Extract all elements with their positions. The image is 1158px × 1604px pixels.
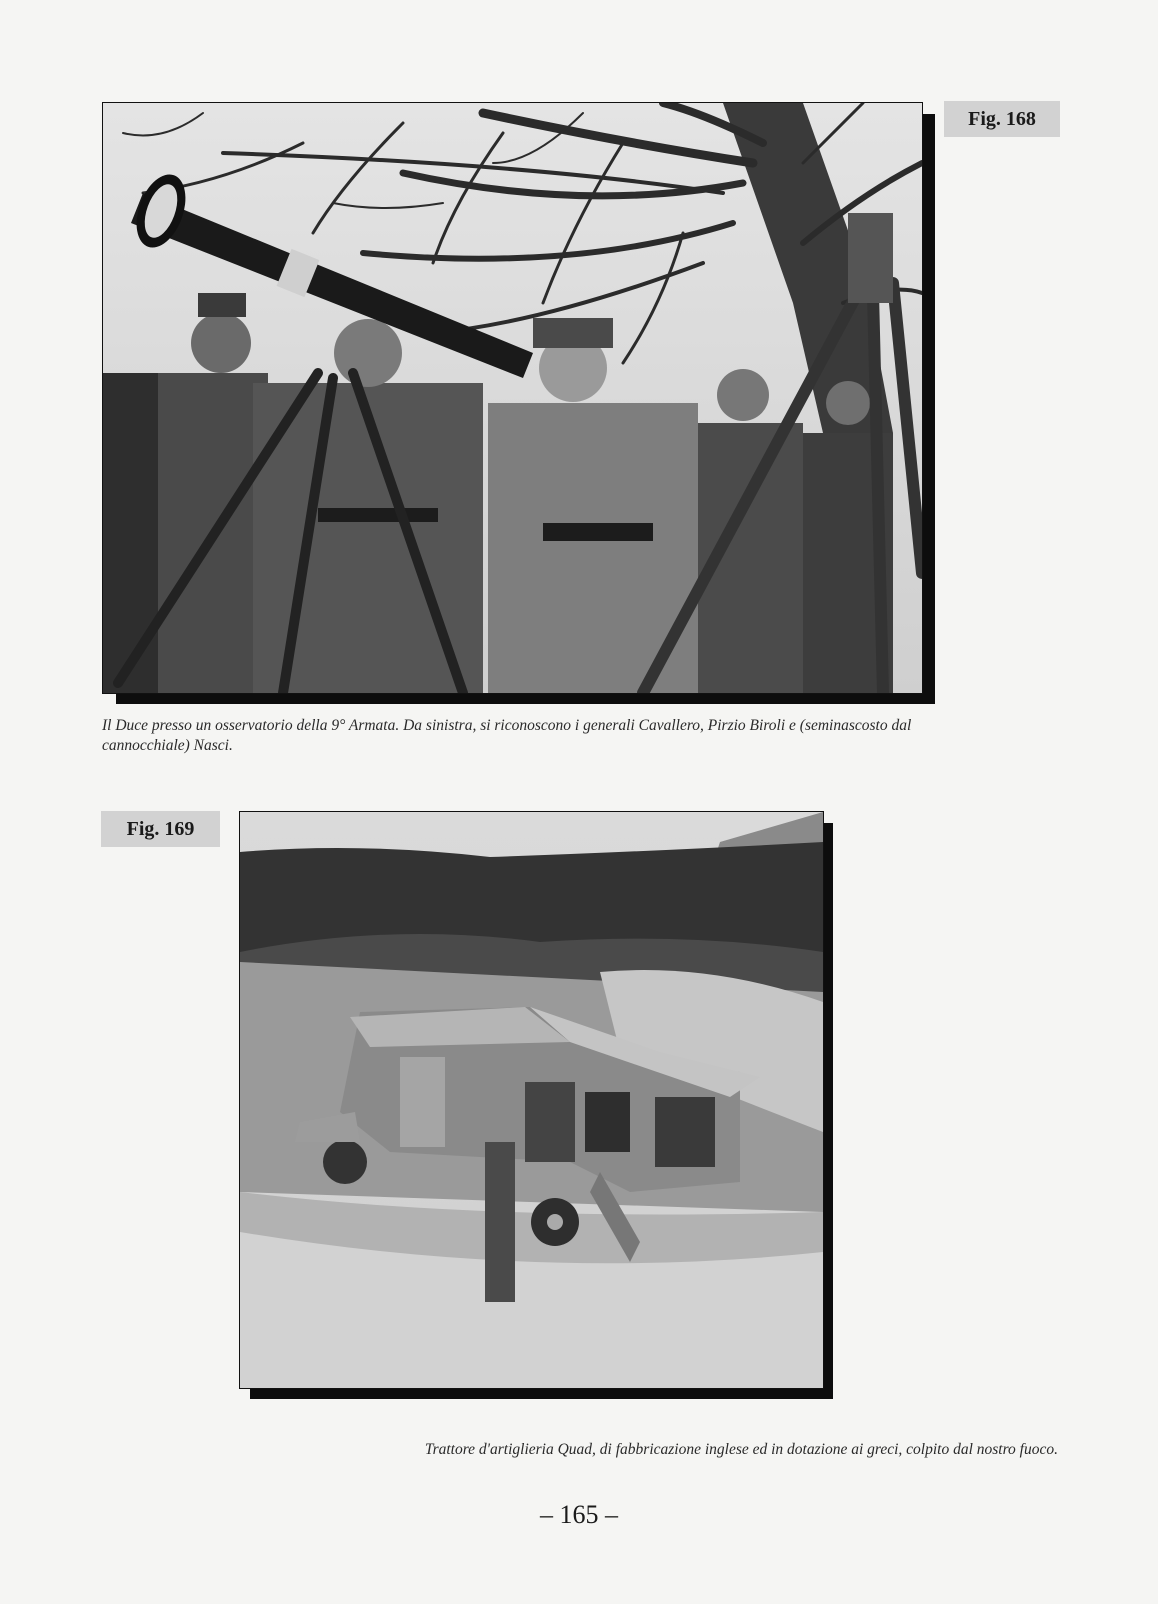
fig169-photo [239, 811, 824, 1389]
page-number: – 165 – [540, 1500, 618, 1529]
fig168-caption: Il Duce presso un osservatorio della 9° Armata. Da sinistra, si riconoscono i generali Cavallero, Pirzio Biroli e (seminascosto dal cannocchiale) Nasci. [102, 717, 912, 754]
fig168-photo [102, 102, 923, 694]
fig169-label: Fig. 169 [101, 811, 220, 847]
fig168-label: Fig. 168 [944, 101, 1060, 137]
fig169-caption: Trattore d'artiglieria Quad, di fabbricazione inglese ed in dotazione ai greci, colpito dal nostro fuoco. [424, 1441, 1058, 1458]
